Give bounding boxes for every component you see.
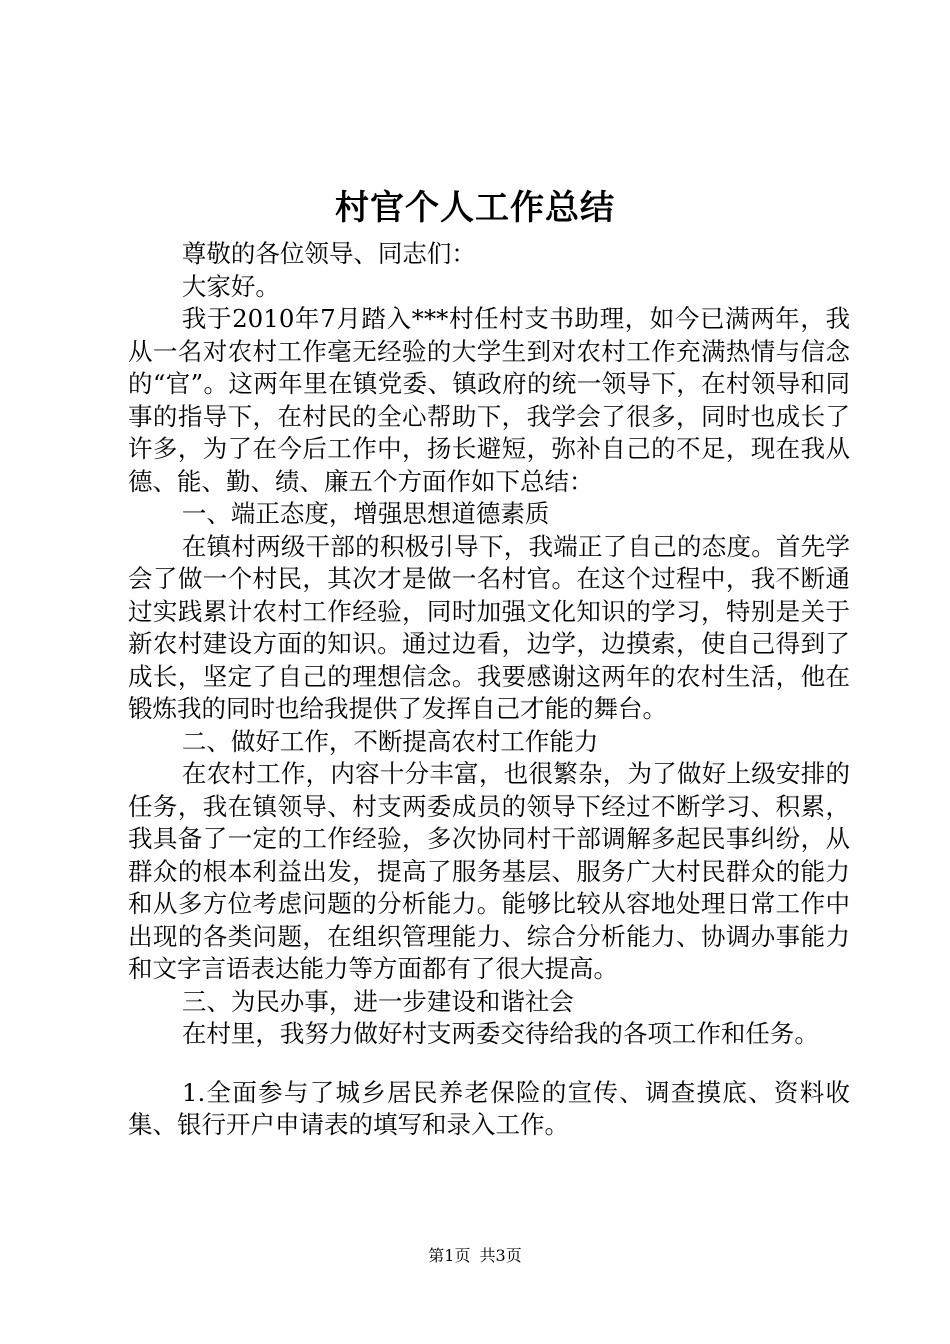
greeting: 尊敬的各位领导、同志们： (181, 239, 476, 268)
section-3-heading: 三、为民办事，进一步建设和谐社会 (181, 986, 574, 1016)
list-item-1: 1.全面参与了城乡居民养老保险的宣传、调查摸底、资料收集、银行开户申请表的填写和录入工作。 (128, 1077, 850, 1139)
section-1-heading: 一、端正态度，增强思想道德素质 (181, 499, 550, 528)
section-2-paragraph: 在农村工作，内容十分丰富，也很繁杂，为了做好上级安排的任务，我在镇领导、村支两委成员的领导下经过不断学习、积累，我具备了一定的工作经验，多次协同村干部调解多起民事纠纷，从群众的根本利益出发，提高了服务基层、服务广大村民群众的能力和从多方位考虑问题的分析能力。能够比较从容地处理日常工作中出现的各类问题，在组织管理能力、综合分析能力、协调办事能力和文字言语表达能力等方面都有了很大提高。 (128, 759, 850, 983)
section-1-paragraph: 在镇村两级干部的积极引导下，我端正了自己的态度。首先学会了做一个村民，其次才是做一名村官。在这个过程中，我不断通过实践累计农村工作经验，同时加强文化知识的学习，特别是关于新农村建设方面的知识。通过边看，边学，边摸索，使自己得到了成长，坚定了自己的理想信念。我要感谢这两年的农村生活，他在锻炼我的同时也给我提供了发挥自己才能的舞台。 (128, 531, 850, 723)
section-2-heading: 二、做好工作，不断提高农村工作能力 (181, 726, 599, 756)
hello: 大家好。 (181, 271, 280, 301)
section-3-paragraph: 在村里，我努力做好村支两委交待给我的各项工作和任务。 (181, 1019, 819, 1048)
intro-paragraph: 我于2010年7月踏入***村任村支书助理，如今已满两年，我从一名对农村工作毫无经验的大学生到对农村工作充满热情与信念的“官”。这两年里在镇党委、镇政府的统一领导下，在村领导和同事的指导下，在村民的全心帮助下，我学会了很多，同时也成长了许多，为了在今后工作中，扬长避短，弥补自己的不足，现在我从德、能、勤、绩、廉五个方面作如下总结： (128, 304, 850, 496)
paragraph-spacer (128, 1051, 850, 1077)
page-footer: 第1页 共3页 (428, 1246, 522, 1265)
document-body (128, 238, 850, 1142)
document-title: 村官个人工作总结 (335, 188, 615, 228)
